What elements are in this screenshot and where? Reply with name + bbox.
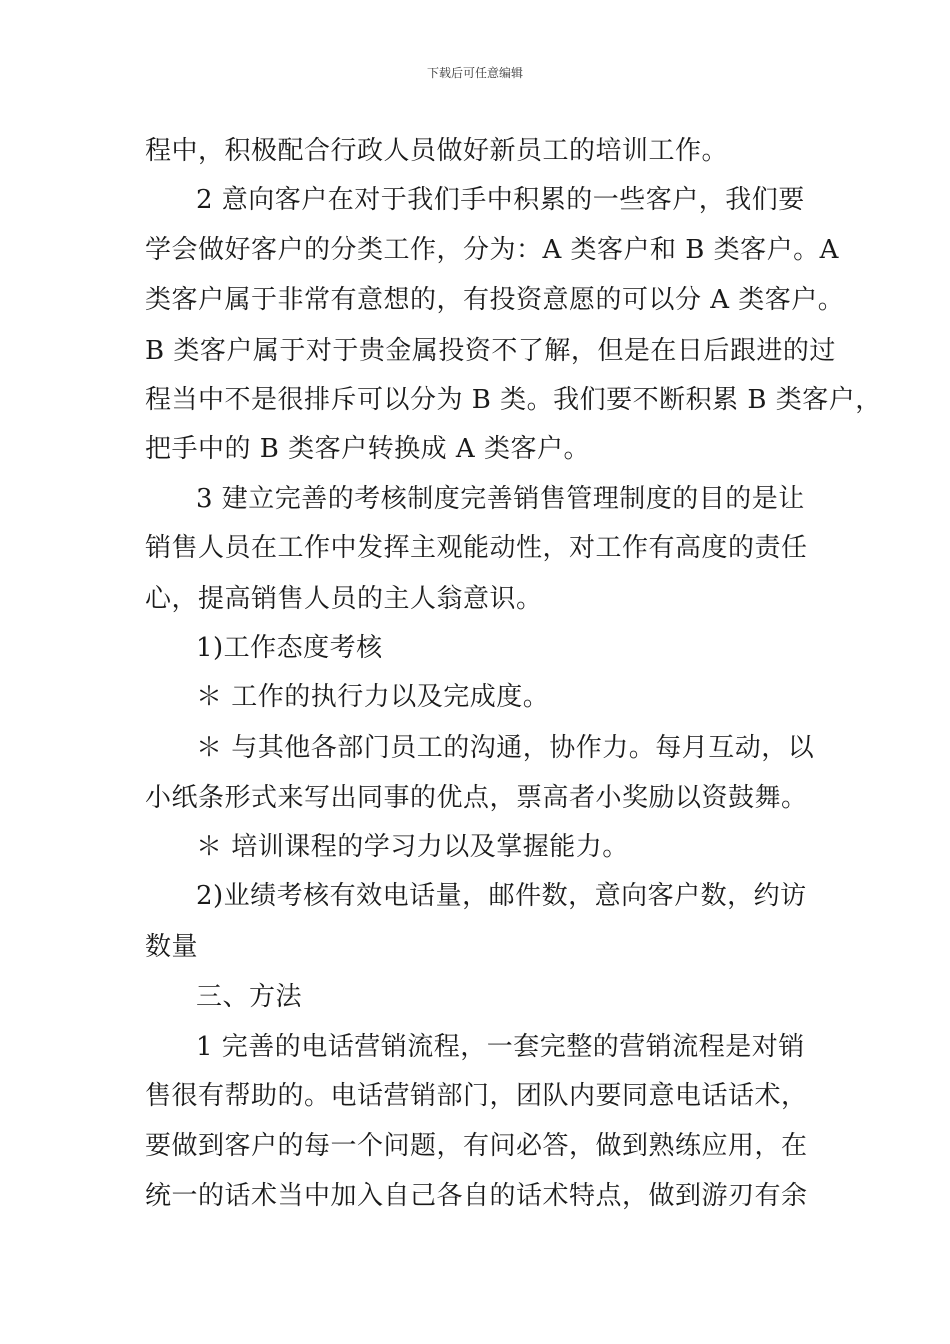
section-heading: 三、方法 bbox=[196, 982, 303, 1012]
text-line-21: 要做到客户的每一个问题，有问必答，做到熟练应用，在 bbox=[145, 1131, 808, 1161]
text-line-12: ＊ 工作的执行力以及完成度。 bbox=[196, 682, 550, 712]
text-line-1: 程中，积极配合行政人员做好新员工的培训工作。 bbox=[145, 136, 729, 166]
text-line-9: 销售人员在工作中发挥主观能动性，对工作有高度的责任 bbox=[145, 533, 808, 563]
text-line-17: 数量 bbox=[145, 932, 199, 962]
text-line-4: 类客户属于非常有意想的，有投资意愿的可以分 A 类客户。 bbox=[145, 285, 845, 315]
text-line-2: 2 意向客户在对于我们手中积累的一些客户，我们要 bbox=[196, 185, 805, 215]
text-line-22: 统一的话术当中加入自己各自的话术特点，做到游刃有余 bbox=[145, 1181, 808, 1211]
text-line-6: 程当中不是很排斥可以分为 B 类。我们要不断积累 B 类客户， bbox=[145, 385, 882, 415]
text-line-20: 售很有帮助的。电话营销部门，团队内要同意电话话术， bbox=[145, 1081, 808, 1111]
page-header: 下载后可任意编辑 bbox=[426, 66, 523, 80]
text-line-7: 把手中的 B 类客户转换成 A 类客户。 bbox=[145, 434, 590, 464]
text-line-11: 1)工作态度考核 bbox=[196, 633, 383, 663]
text-line-10: 心，提高销售人员的主人翁意识。 bbox=[145, 584, 543, 614]
text-line-5: B 类客户属于对于贵金属投资不了解，但是在日后跟进的过 bbox=[145, 336, 836, 366]
text-line-14: 小纸条形式来写出同事的优点，票高者小奖励以资鼓舞。 bbox=[145, 783, 808, 813]
text-line-19: 1 完善的电话营销流程，一套完整的营销流程是对销 bbox=[196, 1032, 805, 1062]
text-line-16: 2)业绩考核有效电话量，邮件数，意向客户数，约访 bbox=[196, 881, 807, 911]
text-line-8: 3 建立完善的考核制度完善销售管理制度的目的是让 bbox=[196, 484, 805, 514]
text-line-3: 学会做好客户的分类工作，分为：A 类客户和 B 类客户。A bbox=[145, 235, 839, 265]
text-line-13: ＊ 与其他各部门员工的沟通，协作力。每月互动，以 bbox=[196, 733, 815, 763]
text-line-15: ＊ 培训课程的学习力以及掌握能力。 bbox=[196, 832, 629, 862]
